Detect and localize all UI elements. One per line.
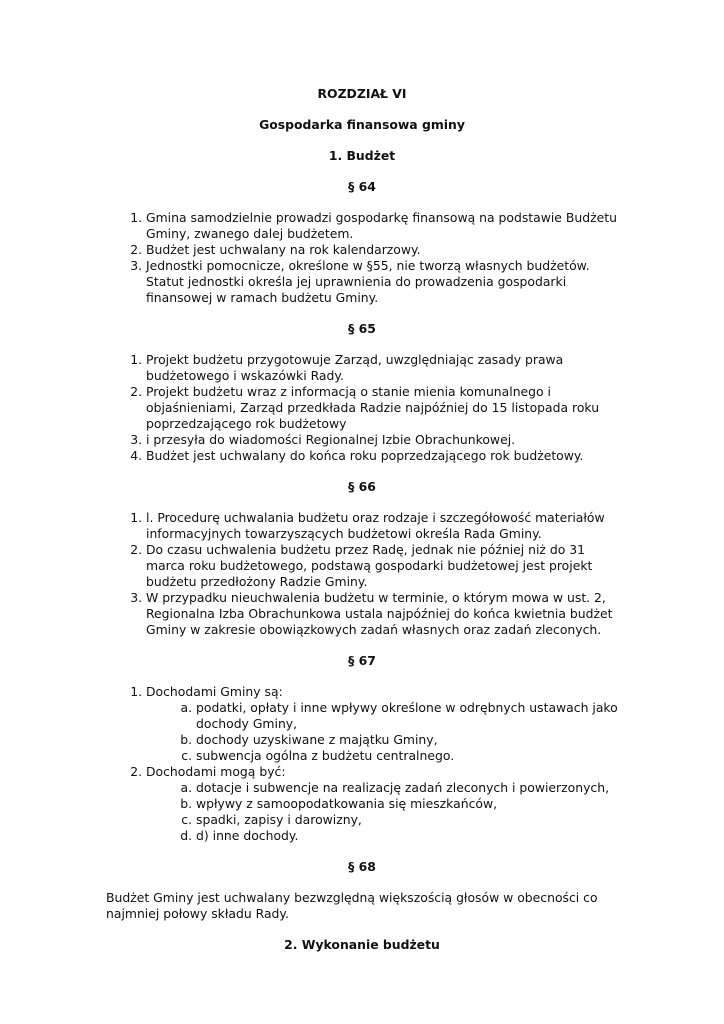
list-item: 1. Gmina samodzielnie prowadzi gospodarkę finansową na podstawie Budżetu Gminy, zwanego dalej budżetem. [146, 210, 618, 242]
list-item: 1. l. Procedurę uchwalania budżetu oraz rodzaje i szczegółowość materiałów informacyjnych towarzyszących budżetowi określa Rada Gminy. [146, 510, 618, 542]
chapter-title: Gospodarka finansowa gminy [259, 117, 465, 132]
section-66-list [106, 510, 618, 638]
sub-list-item: b. wpływy z samoopodatkowania się mieszkańców, [196, 796, 618, 812]
section-heading-65: § 65 [348, 321, 376, 336]
subsection-heading-budget: 1. Budżet [328, 148, 396, 163]
subsection-heading-execution: 2. Wykonanie budżetu [284, 937, 440, 952]
list-item: 2. Do czasu uchwalenia budżetu przez Radę, jednak nie później niż do 31 marca roku budżetowego, podstawą gospodarki budżetowej jest projekt budżetu przedłożony Radzie Gminy. [146, 542, 618, 590]
list-item [146, 684, 618, 764]
chapter-heading: ROZDZIAŁ VI [317, 86, 407, 101]
list-item: 4. Budżet jest uchwalany do końca roku poprzedzającego rok budżetowy. [146, 448, 618, 464]
section-67-sublist-1 [146, 700, 618, 764]
list-item: 3. Jednostki pomocnicze, określone w §55, nie tworzą własnych budżetów. Statut jednostki określa jej uprawnienia do prowadzenia gospodarki finansowej w ramach budżetu Gminy. [146, 258, 618, 306]
list-item [146, 764, 618, 844]
list-item: 3. W przypadku nieuchwalenia budżetu w terminie, o którym mowa w ust. 2, Regionalna Izba Obrachunkowa ustala najpóźniej do końca kwietnia budżet Gminy w zakresie obowiązkowych zadań własnych oraz zadań zleconych. [146, 590, 618, 638]
sub-list-item: a. dotacje i subwencje na realizację zadań zleconych i powierzonych, [196, 780, 618, 796]
sub-list-item: c. spadki, zapisy i darowizny, [196, 812, 618, 828]
list-item: 3. i przesyła do wiadomości Regionalnej Izbie Obrachunkowej. [146, 432, 618, 448]
section-heading-67: § 67 [348, 653, 376, 668]
list-item: 2. Projekt budżetu wraz z informacją o stanie mienia komunalnego i objaśnieniami, Zarząd przedkłada Radzie najpóźniej do 15 listopada roku poprzedzającego rok budżetowy [146, 384, 618, 432]
list-item-text: Dochodami mogą być: [146, 764, 286, 779]
section-heading-68: § 68 [348, 859, 376, 874]
sub-list-item: c. subwencja ogólna z budżetu centralnego. [196, 748, 618, 764]
list-item-text: Dochodami Gminy są: [146, 684, 283, 699]
sub-list-item: d. d) inne dochody. [196, 828, 618, 844]
list-item: 2. Budżet jest uchwalany na rok kalendarzowy. [146, 242, 618, 258]
sub-list-item: b. dochody uzyskiwane z majątku Gminy, [196, 732, 618, 748]
section-heading-66: § 66 [348, 479, 376, 494]
list-item: 1. Projekt budżetu przygotowuje Zarząd, uwzględniając zasady prawa budżetowego i wskazówki Rady. [146, 352, 618, 384]
section-68-paragraph: Budżet Gminy jest uchwalany bezwzględną większością głosów w obecności co najmniej połowy składu Rady. [106, 890, 598, 921]
section-67-list [106, 684, 618, 844]
section-65-list [106, 352, 618, 464]
section-heading-64: § 64 [348, 179, 376, 194]
sub-list-item: a. podatki, opłaty i inne wpływy określone w odrębnych ustawach jako dochody Gminy, [196, 700, 618, 732]
section-64-list [106, 210, 618, 306]
section-67-sublist-2 [146, 780, 618, 844]
